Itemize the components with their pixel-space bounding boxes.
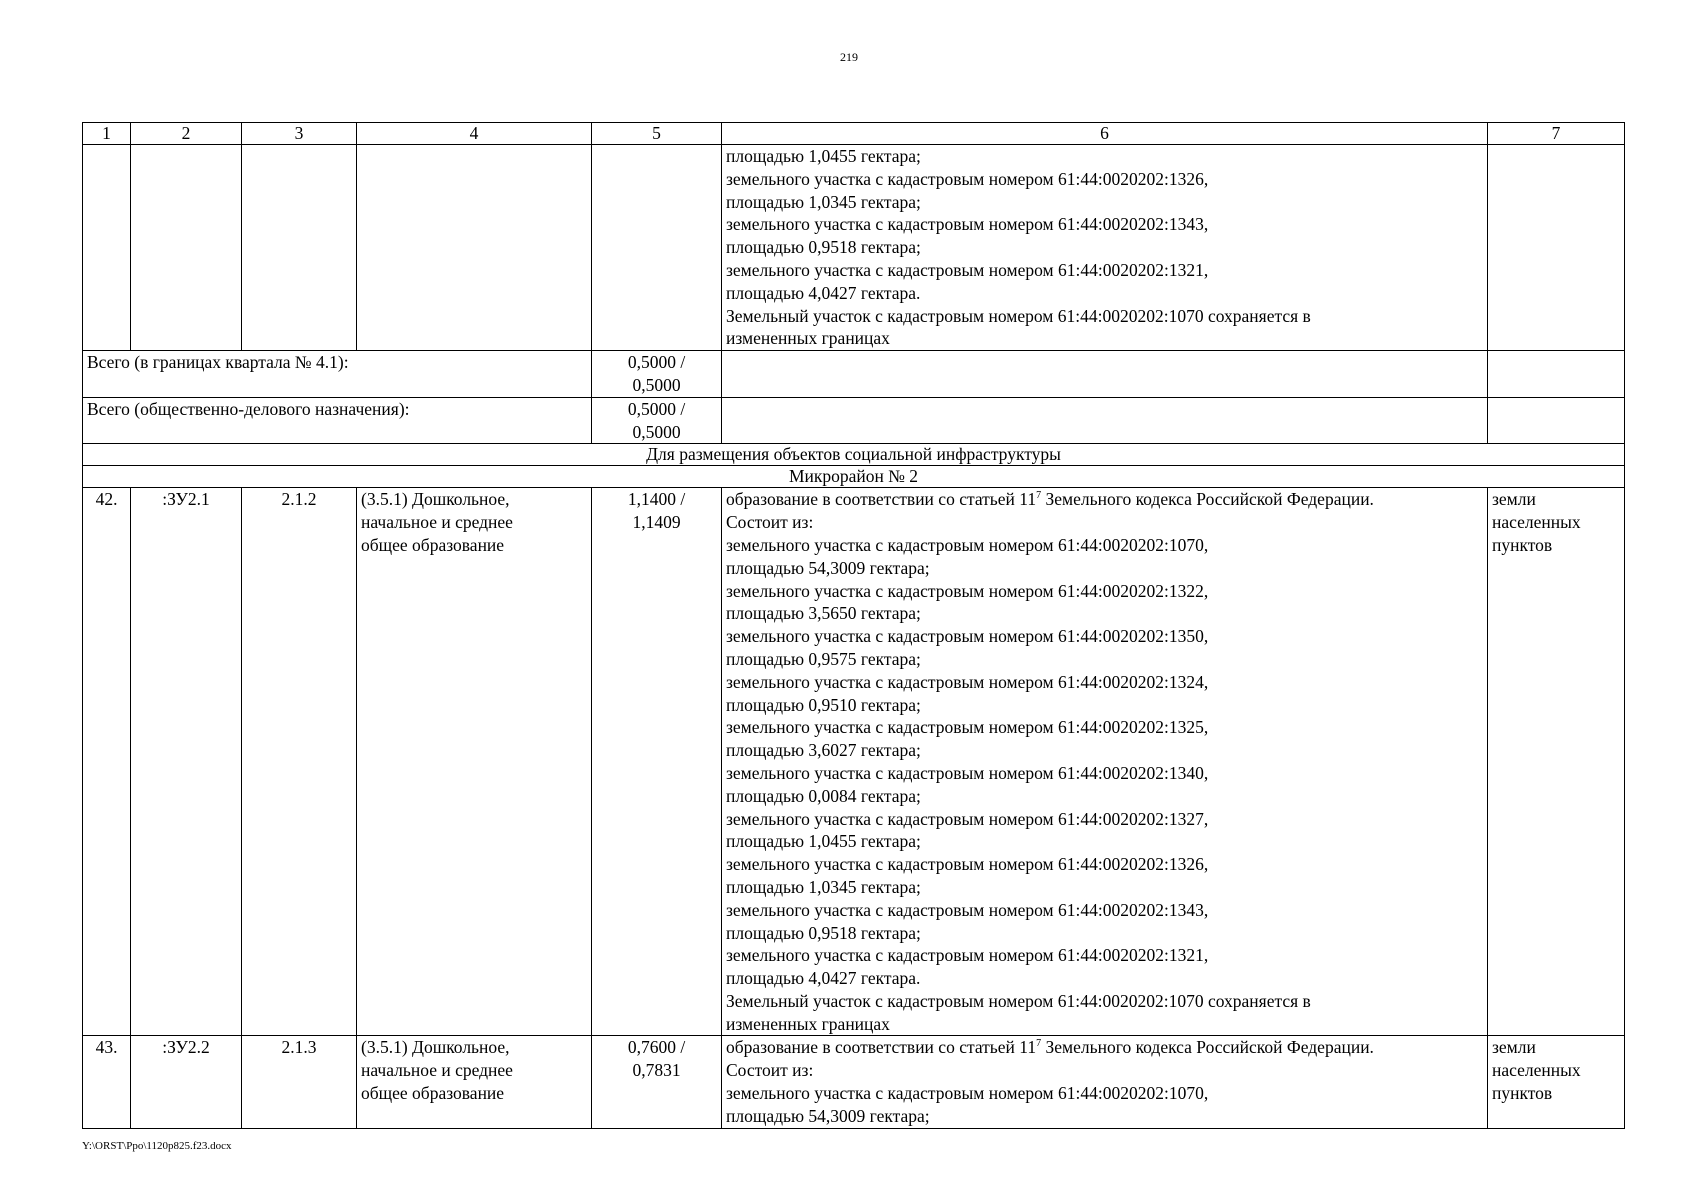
description-line: земельного участка с кадастровым номером 61:44:0020202:1325, [726,717,1209,738]
row-number: 43. [83,1036,131,1128]
description-line: площадью 0,9575 гектара; [726,648,921,669]
description-first-line: образование в соответствии со статьей $11^7$ Земельного кодекса Российской Федерации. [726,1037,1374,1058]
total-quarter-label: Всего (в границах квартала № 4.1): [83,351,592,398]
description-line: площадью 1,0455 гектара; [726,146,921,166]
description-line: земельного участка с кадастровым номером 61:44:0020202:1326, [726,168,1209,189]
description-line: площадью 4,0427 гектара. [726,282,921,303]
section-title: Для размещения объектов социальной инфраструктуры [83,444,1625,466]
permitted-use: (3.5.1) Дошкольное, начальное и среднее общее образование [357,488,592,1036]
description-line: земельного участка с кадастровым номером 61:44:0020202:1326, [726,854,1209,875]
column-number: 2 [131,123,242,145]
plot-description [722,1036,1488,1128]
description-line: Земельный участок с кадастровым номером 61:44:0020202:1070 сохраняется в [726,990,1311,1011]
total-business-label: Всего (общественно-делового назначения): [83,397,592,444]
column-number: 5 [592,123,722,145]
description-line: площадью 0,9518 гектара; [726,237,921,258]
plot-area: 0,7600 / 0,7831 [592,1036,722,1128]
description-line: площадью 1,0455 гектара; [726,831,921,852]
total-business-value: 0,5000 / 0,5000 [592,397,722,444]
description-line: площадью 0,9518 гектара; [726,922,921,943]
description-line: земельного участка с кадастровым номером 61:44:0020202:1070, [726,1083,1209,1104]
description-line: площадью 3,6027 гектара; [726,740,921,761]
description-line: площадью 1,0345 гектара; [726,191,921,212]
continued-row [83,145,1625,351]
description-line: Состоит из: [726,512,814,533]
total-quarter-value: 0,5000 / 0,5000 [592,351,722,398]
column-number: 3 [242,123,357,145]
plot-ref: 2.1.2 [242,488,357,1036]
description-line: Состоит из: [726,1060,814,1081]
plot-area: 1,1400 / 1,1409 [592,488,722,1036]
plot-description [722,488,1488,1036]
description-line: измененных границах [726,328,890,349]
description-line: земельного участка с кадастровым номером 61:44:0020202:1343, [726,214,1209,235]
total-business-row [83,397,1625,444]
subsection-title-row [83,466,1625,488]
column-number: 4 [357,123,592,145]
description-line: земельного участка с кадастровым номером 61:44:0020202:1321, [726,259,1209,280]
description-line: земельного участка с кадастровым номером 61:44:0020202:1350, [726,626,1209,647]
permitted-use: (3.5.1) Дошкольное, начальное и среднее общее образование [357,1036,592,1128]
plot-code: :ЗУ2.1 [131,488,242,1036]
description-first-line: образование в соответствии со статьей $11^7$ Земельного кодекса Российской Федерации. [726,489,1374,510]
page-number: 219 [840,50,858,64]
subsection-title: Микрорайон № 2 [83,466,1625,488]
description-line: земельного участка с кадастровым номером 61:44:0020202:1070, [726,534,1209,555]
continued-description [722,145,1488,351]
description-line: Земельный участок с кадастровым номером 61:44:0020202:1070 сохраняется в [726,305,1311,326]
table-row [83,1036,1625,1128]
section-title-row [83,444,1625,466]
description-line: земельного участка с кадастровым номером 61:44:0020202:1322, [726,580,1209,601]
total-quarter-row [83,351,1625,398]
column-number-row [83,123,1625,145]
description-line: площадью 54,3009 гектара; [726,1105,930,1126]
table-row [83,488,1625,1036]
land-category: земли населенных пунктов [1488,1036,1625,1128]
description-line: площадью 54,3009 гектара; [726,557,930,578]
description-line: земельного участка с кадастровым номером 61:44:0020202:1321, [726,945,1209,966]
plot-code: :ЗУ2.2 [131,1036,242,1128]
land-category: земли населенных пунктов [1488,488,1625,1036]
plot-ref: 2.1.3 [242,1036,357,1128]
column-number: 1 [83,123,131,145]
description-line: площадью 0,0084 гектара; [726,785,921,806]
description-line: земельного участка с кадастровым номером 61:44:0020202:1324, [726,671,1209,692]
description-line: земельного участка с кадастровым номером 61:44:0020202:1340, [726,762,1209,783]
description-line: площадью 4,0427 гектара. [726,968,921,989]
column-number: 6 [722,123,1488,145]
land-plots-table [82,122,1625,1129]
file-path-footer: Y:\ORST\Ppo\1120p825.f23.docx [82,1140,232,1152]
description-line: измененных границах [726,1013,890,1034]
description-line: земельного участка с кадастровым номером 61:44:0020202:1343, [726,899,1209,920]
description-line: площадью 3,5650 гектара; [726,603,921,624]
row-number: 42. [83,488,131,1036]
column-number: 7 [1488,123,1625,145]
description-line: площадью 0,9510 гектара; [726,694,921,715]
description-line: земельного участка с кадастровым номером 61:44:0020202:1327, [726,808,1209,829]
description-line: площадью 1,0345 гектара; [726,876,921,897]
